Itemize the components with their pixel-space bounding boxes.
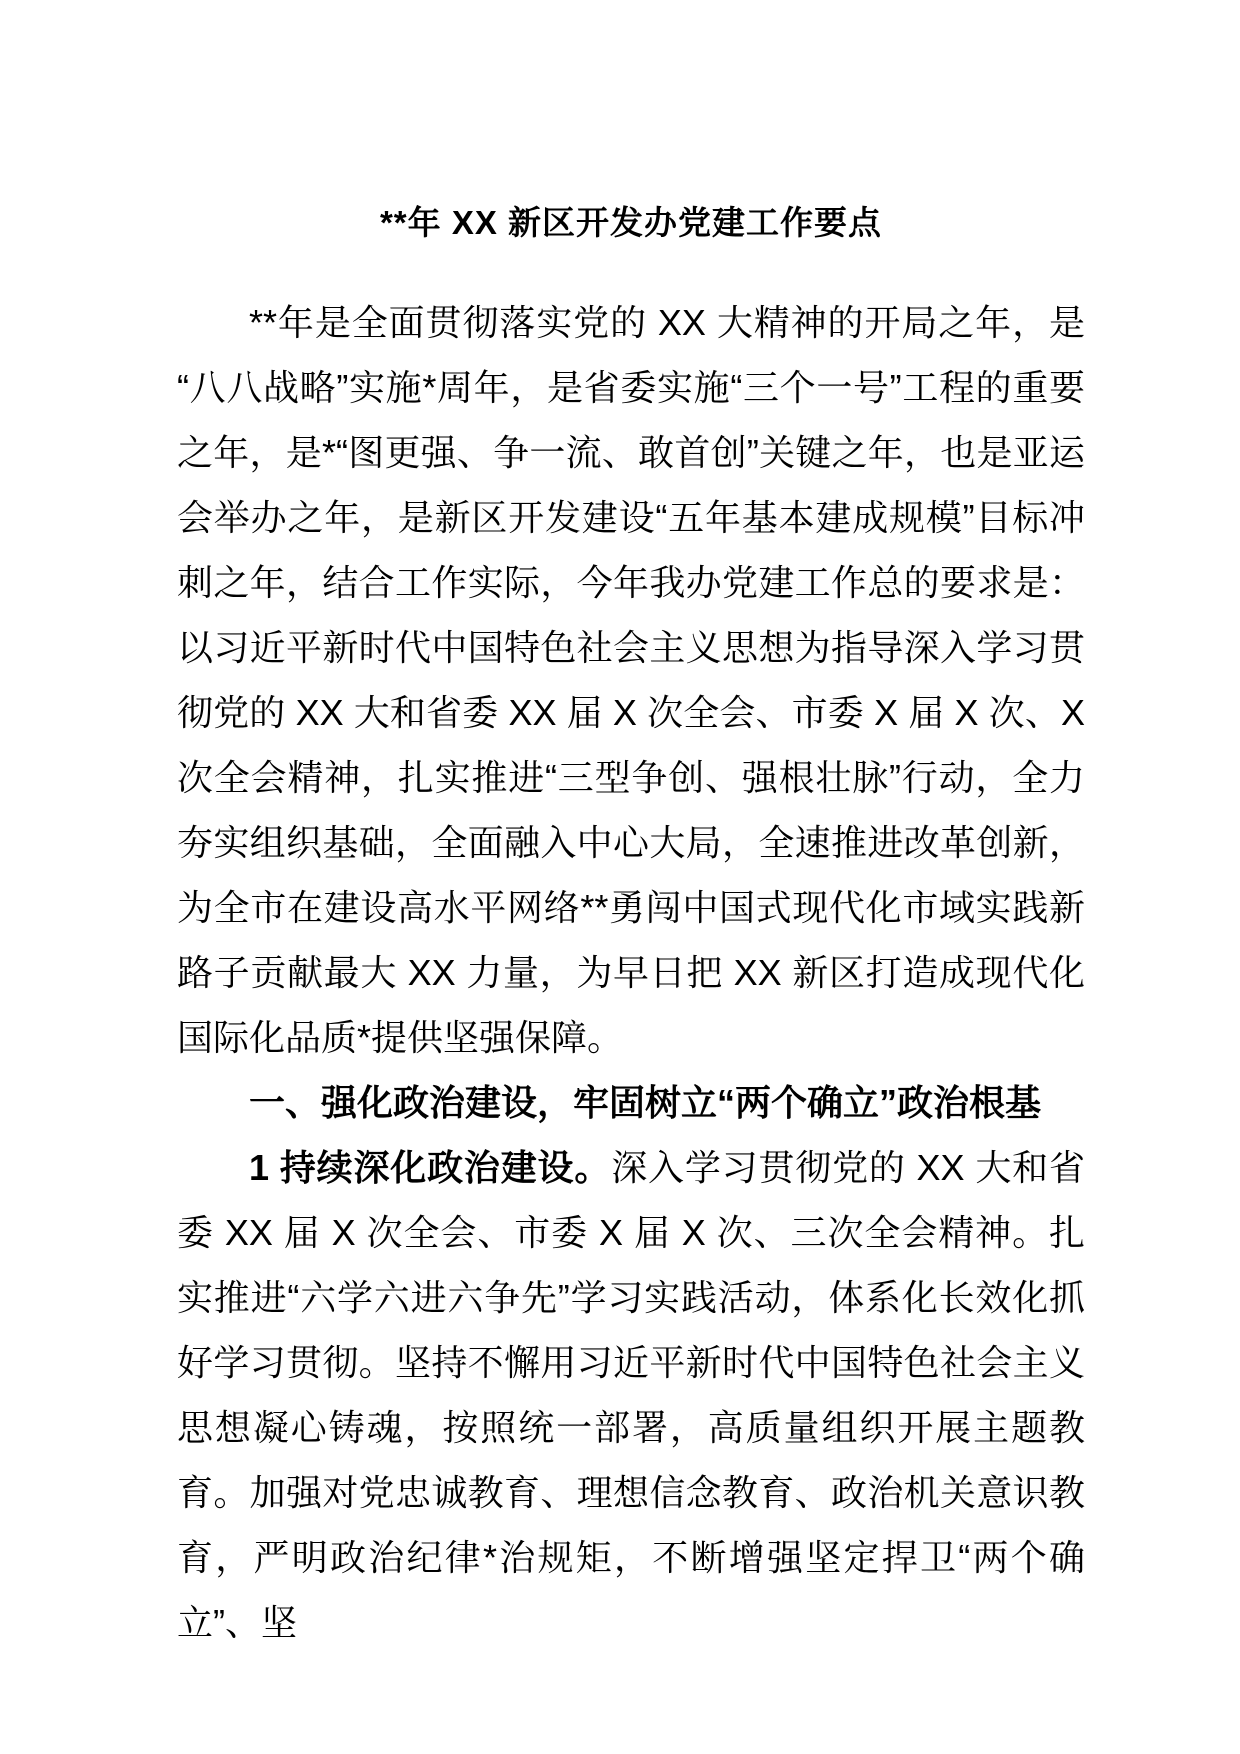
- section-1-heading: 一、强化政治建设，牢固树立“两个确立”政治根基: [249, 1082, 1042, 1123]
- section-1-paragraph-1-lead: 1 持续深化政治建设。: [249, 1147, 612, 1188]
- section-1-paragraph-1-body: 深入学习贯彻党的 XX 大和省委 XX 届 X 次全会、市委 X 届 X 次、三次全会精神。扎实推进“六学六进六争先”学习实践活动，体系化长效化抓好学习贯彻。坚持不懈用习近平新时代中国特色社会主义思想凝心铸魂，按照统一部署，高质量组织开展主题教育。加强对党忠诚教育、理想信念教育、政治机关意识教育，严明政治纪律*治规矩，不断增强坚定捍卫“两个确立”、坚: [177, 1147, 1085, 1643]
- document-title: **年 XX 新区开发办党建工作要点: [379, 204, 883, 241]
- intro-paragraph: **年是全面贯彻落实党的 XX 大精神的开局之年，是“八八战略”实施*周年，是省委实施“三个一号”工程的重要之年，是*“图更强、争一流、敢首创”关键之年，也是亚运会举办之年，是新区开发建设“五年基本建成规模”目标冲刺之年，结合工作实际，今年我办党建工作总的要求是：以习近平新时代中国特色社会主义思想为指导深入学习贯彻党的 XX 大和省委 XX 届 X 次全会、市委 X 届 X 次、X 次全会精神，扎实推进“三型争创、强根壮脉”行动，全力夯实组织基础，全面融入中心大局，全速推进改革创新，为全市在建设高水平网络**勇闯中国式现代化市域实践新路子贡献最大 XX 力量，为早日把 XX 新区打造成现代化国际化品质*提供坚强保障。: [177, 302, 1085, 1058]
- section-1-paragraph-1: [177, 1135, 1085, 1655]
